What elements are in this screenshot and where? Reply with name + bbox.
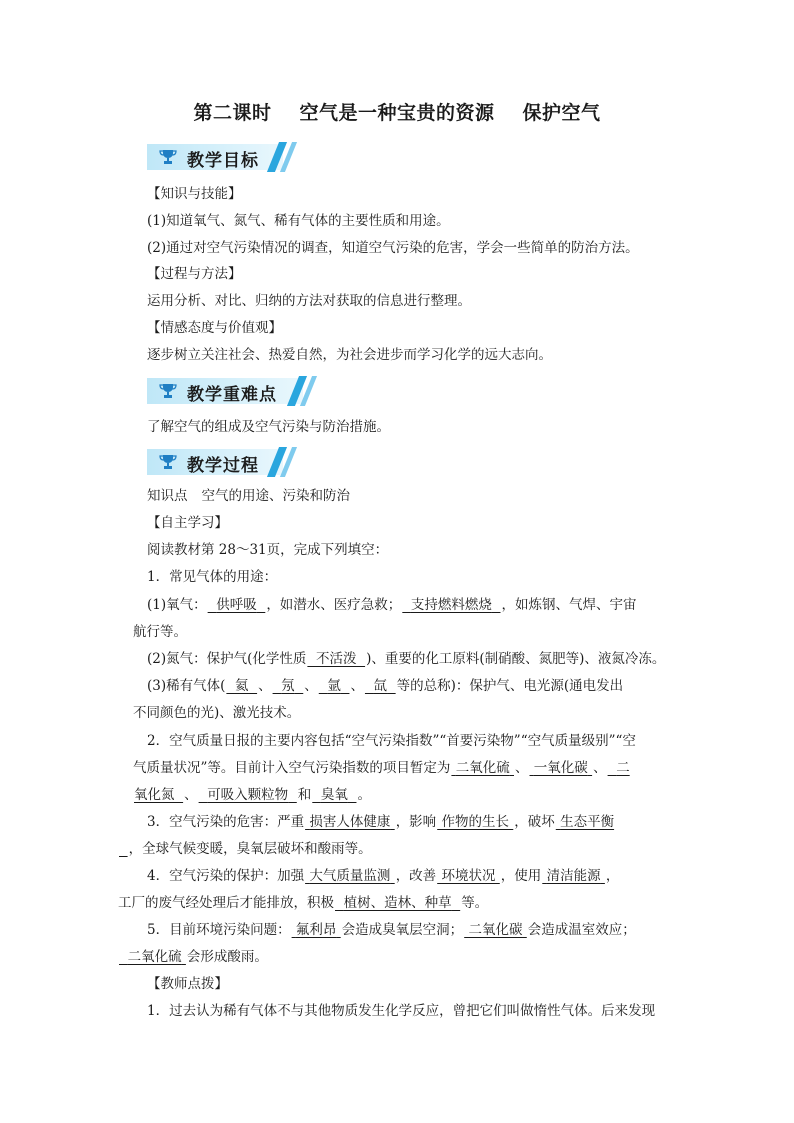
heading-method: 【过程与方法】 bbox=[147, 266, 242, 282]
page-title bbox=[0, 98, 794, 125]
question-1-3-cont: 不同颜色的光)、激光技术。 bbox=[133, 705, 301, 721]
text: ，全球气候变暖，臭氧层破坏和酸雨等。 bbox=[128, 841, 372, 857]
title-lesson: 第二课时 bbox=[193, 102, 272, 124]
text: ，改善 bbox=[395, 868, 437, 884]
objective-3: 运用分析、对比、归纳的方法对获取的信息进行整理。 bbox=[147, 293, 471, 309]
text: 4．空气污染的保护：加强 bbox=[147, 868, 305, 884]
text: ，如潜水、医疗急救； bbox=[266, 597, 402, 613]
trophy-icon bbox=[159, 383, 177, 399]
answer-blank: 可吸入颗粒物 bbox=[207, 787, 289, 803]
text: 气质量状况”等。目前计入空气污染指数的项目暂定为 bbox=[133, 760, 451, 776]
text: ，影响 bbox=[395, 814, 437, 830]
question-1-3: (3)稀有气体( 氦 、 氖 、 氩 、 氙 等的总称)：保护气、电光源(通电发出 bbox=[147, 678, 624, 694]
title-subtopic: 保护空气 bbox=[522, 102, 601, 124]
section-banner-process bbox=[147, 447, 299, 477]
trophy-icon bbox=[159, 454, 177, 470]
banner-label: 教学重难点 bbox=[187, 385, 277, 405]
teacher-note-1: 1．过去认为稀有气体不与其他物质发生化学反应，曾把它们叫做惰性气体。后来发现 bbox=[147, 1003, 656, 1019]
answer-blank: 作物的生长 bbox=[441, 814, 509, 830]
answer-blank: 支持燃料燃烧 bbox=[410, 597, 492, 613]
answer-blank: 氧化氮 bbox=[134, 787, 175, 803]
question-3-cont bbox=[118, 840, 372, 858]
text: )、重要的化工原料(制硝酸、氮肥等)、液氮冷冻。 bbox=[366, 651, 666, 667]
text: 等。 bbox=[461, 895, 489, 911]
objective-2: (2)通过对空气污染情况的调查，知道空气污染的危害，学会一些简单的防治方法。 bbox=[147, 240, 639, 256]
heading-self-study: 【自主学习】 bbox=[147, 515, 228, 531]
text: 会造成温室效应； bbox=[527, 922, 636, 938]
text: (2)氮气：保护气(化学性质 bbox=[147, 651, 307, 667]
objective-1: (1)知道氧气、氮气、稀有气体的主要性质和用途。 bbox=[147, 213, 450, 229]
text: 5．目前环境污染问题： bbox=[147, 922, 291, 938]
text: 和 bbox=[297, 787, 312, 803]
question-1-1-cont: 航行等。 bbox=[133, 624, 187, 640]
answer-blank: 氩 bbox=[327, 678, 341, 694]
answer-blank: 一氧化碳 bbox=[533, 760, 588, 776]
question-1-2 bbox=[147, 650, 665, 668]
question-2-cont: 气质量状况”等。目前计入空气污染指数的项目暂定为 二氧化硫 、 一氧化碳 、 二 bbox=[133, 760, 630, 776]
knowledge-point-heading bbox=[147, 487, 350, 505]
answer-blank: 二氧化硫 bbox=[455, 760, 510, 776]
text: ，破坏 bbox=[514, 814, 555, 830]
answer-blank: 植树、造林、种草 bbox=[343, 895, 452, 911]
answer-blank: 供呼吸 bbox=[216, 597, 257, 613]
answer-blank: 二氧化碳 bbox=[468, 922, 523, 938]
heading-attitude: 【情感态度与价值观】 bbox=[147, 320, 282, 336]
answer-blank: 氖 bbox=[281, 678, 295, 694]
key-points-text: 了解空气的组成及空气污染与防治措施。 bbox=[147, 419, 390, 435]
text: ，如炼钢、气焊、宇宙 bbox=[501, 597, 637, 613]
text: (3)稀有气体( bbox=[147, 678, 226, 694]
question-3 bbox=[147, 813, 615, 831]
answer-blank: 清洁能源 bbox=[546, 868, 601, 884]
text: 等的总称)：保护气、电光源(通电发出 bbox=[396, 678, 624, 694]
answer-blank: 氙 bbox=[373, 678, 388, 694]
trophy-icon bbox=[159, 149, 177, 165]
question-5 bbox=[147, 921, 636, 939]
banner-label: 教学目标 bbox=[187, 151, 259, 171]
text: ，使用 bbox=[500, 868, 542, 884]
answer-blank: 大气质量监测 bbox=[309, 868, 391, 884]
answer-blank: 损害人体健康 bbox=[309, 814, 391, 830]
text: (1)氧气： bbox=[147, 597, 207, 613]
objective-4: 逐步树立关注社会、热爱自然，为社会进步而学习化学的远大志向。 bbox=[147, 347, 552, 363]
title-topic: 空气是一种宝贵的资源 bbox=[299, 102, 495, 124]
section-banner-objectives bbox=[147, 142, 299, 172]
question-1: 1．常见气体的用途： bbox=[147, 569, 278, 585]
answer-blank: 氦 bbox=[234, 678, 249, 694]
answer-blank: 不活泼 bbox=[315, 651, 357, 667]
text: 工厂的废气经处理后才能排放，积极 bbox=[118, 895, 334, 911]
kp-label: 知识点 bbox=[147, 488, 188, 504]
section-banner-key-points bbox=[147, 376, 319, 406]
text: 3．空气污染的危害：严重 bbox=[147, 814, 305, 830]
reading-instruction: 阅读教材第 28～31页，完成下列填空： bbox=[147, 542, 389, 558]
banner-label: 教学过程 bbox=[187, 456, 259, 476]
answer-blank: 氟利昂 bbox=[295, 922, 337, 938]
answer-blank bbox=[118, 841, 129, 857]
text: 会形成酸雨。 bbox=[186, 949, 268, 965]
kp-topic: 空气的用途、污染和防治 bbox=[201, 488, 350, 504]
answer-blank: 二氧化硫 bbox=[127, 949, 182, 965]
question-4-cont bbox=[118, 894, 488, 912]
answer-blank: 生态平衡 bbox=[560, 814, 615, 830]
question-5-cont bbox=[118, 948, 268, 966]
heading-knowledge: 【知识与技能】 bbox=[147, 186, 242, 202]
answer-blank: 二 bbox=[616, 760, 630, 776]
answer-blank: 环境状况 bbox=[441, 868, 496, 884]
question-4: 4．空气污染的保护：加强 大气质量监测 ，改善 环境状况 ，使用 清洁能源 ， bbox=[147, 868, 620, 884]
question-1-1 bbox=[147, 596, 637, 614]
question-2: 2．空气质量日报的主要内容包括“空气污染指数”“首要污染物”“空气质量级别”“空 bbox=[147, 733, 636, 749]
heading-teacher: 【教师点拨】 bbox=[147, 976, 228, 992]
question-2-cont2: 氧化氮 、 可吸入颗粒物 和 臭氧 。 bbox=[134, 787, 371, 803]
answer-blank: 臭氧 bbox=[320, 787, 348, 803]
text: 会造成臭氧层空洞； bbox=[341, 922, 464, 938]
